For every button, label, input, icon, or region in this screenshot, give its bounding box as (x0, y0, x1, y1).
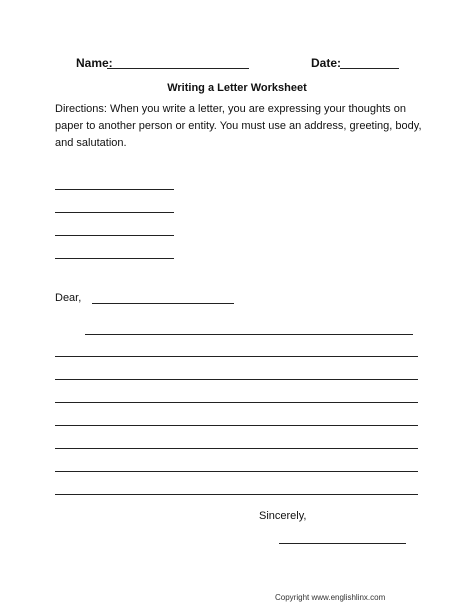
greeting-line[interactable] (92, 303, 234, 304)
body-line-5[interactable] (55, 425, 418, 426)
address-line-1[interactable] (55, 189, 174, 190)
body-line-2[interactable] (55, 356, 418, 357)
name-label: Name: (76, 56, 113, 70)
body-line-3[interactable] (55, 379, 418, 380)
date-label: Date: (311, 56, 342, 70)
date-line[interactable] (340, 68, 399, 69)
body-line-6[interactable] (55, 448, 418, 449)
worksheet-title: Writing a Letter Worksheet (167, 82, 307, 94)
body-line-4[interactable] (55, 402, 418, 403)
name-line[interactable] (107, 68, 249, 69)
address-line-4[interactable] (55, 258, 174, 259)
body-line-8[interactable] (55, 494, 418, 495)
directions-text: Directions: When you write a letter, you are expressing your thoughts on paper to another person or entity. You must use an address, greeting, body, and salutation. (55, 103, 422, 149)
closing-label: Sincerely, (259, 510, 307, 522)
greeting-label: Dear, (55, 292, 82, 304)
body-line-7[interactable] (55, 471, 418, 472)
address-line-2[interactable] (55, 212, 174, 213)
address-line-3[interactable] (55, 235, 174, 236)
copyright-text: Copyright www.englishlinx.com (275, 593, 386, 602)
body-line-1[interactable] (85, 334, 413, 335)
signature-line[interactable] (279, 543, 406, 544)
